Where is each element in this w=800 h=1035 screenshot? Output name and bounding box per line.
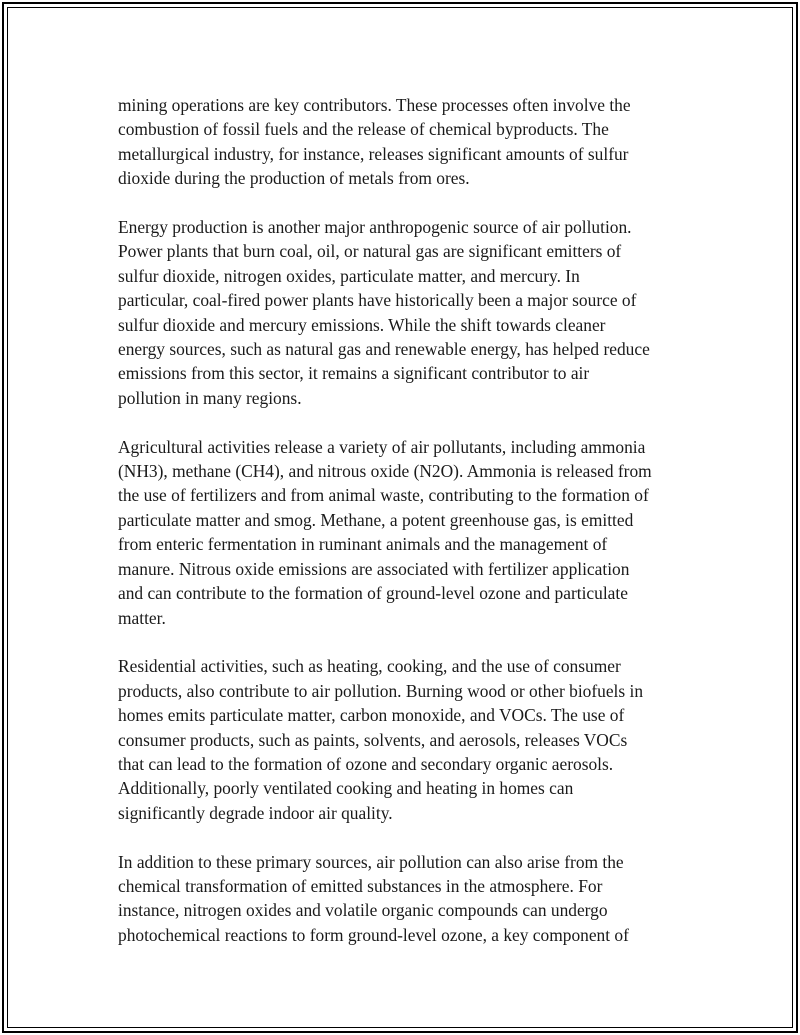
text-line: photochemical reactions to form ground-level ozone, a key component of — [118, 924, 629, 945]
paragraph-agricultural — [118, 435, 698, 630]
text-line: particular, coal-fired power plants have historically been a major source of — [118, 290, 637, 311]
text-line: dioxide during the production of metals from ores. — [118, 168, 470, 189]
text-line: significantly degrade indoor air quality. — [118, 802, 393, 823]
text-line: products, also contribute to air pollution. Burning wood or other biofuels in — [118, 680, 644, 701]
text-line: Energy production is another major anthropogenic source of air pollution. — [118, 217, 632, 238]
text-line: consumer products, such as paints, solvents, and aerosols, releases VOCs — [118, 729, 628, 750]
text-line: sulfur dioxide and mercury emissions. While the shift towards cleaner — [118, 314, 606, 335]
text-line: (NH3), methane (CH4), and nitrous oxide (N2O). Ammonia is released from — [118, 461, 652, 482]
text-line: matter. — [118, 607, 166, 628]
text-line: chemical transformation of emitted substances in the atmosphere. For — [118, 875, 603, 896]
paragraph-residential — [118, 654, 698, 825]
text-line: emissions from this sector, it remains a significant contributor to air — [118, 363, 590, 384]
text-line: instance, nitrogen oxides and volatile organic compounds can undergo — [118, 900, 608, 921]
text-line: pollution in many regions. — [118, 387, 302, 408]
text-line: and can contribute to the formation of ground-level ozone and particulate — [118, 583, 628, 604]
paragraph-secondary-sources — [118, 850, 698, 948]
text-line: Power plants that burn coal, oil, or natural gas are significant emitters of — [118, 241, 622, 262]
text-line: the use of fertilizers and from animal waste, contributing to the formation of — [118, 485, 649, 506]
text-line: sulfur dioxide, nitrogen oxides, particulate matter, and mercury. In — [118, 265, 580, 286]
text-line: mining operations are key contributors. These processes often involve the — [118, 95, 631, 115]
text-line: Residential activities, such as heating, cooking, and the use of consumer — [118, 656, 621, 677]
document-body — [118, 93, 698, 972]
text-line: Additionally, poorly ventilated cooking and heating in homes can — [118, 778, 574, 799]
text-line: manure. Nitrous oxide emissions are associated with fertilizer application — [118, 558, 630, 579]
paragraph-energy-production — [118, 215, 698, 410]
text-line: that can lead to the formation of ozone and secondary organic aerosols. — [118, 753, 614, 774]
text-line: homes emits particulate matter, carbon monoxide, and VOCs. The use of — [118, 705, 625, 726]
text-line: energy sources, such as natural gas and renewable energy, has helped reduce — [118, 339, 650, 360]
text-line: Agricultural activities release a variety of air pollutants, including ammonia — [118, 436, 646, 457]
text-line: In addition to these primary sources, air pollution can also arise from the — [118, 851, 624, 872]
text-line: from enteric fermentation in ruminant animals and the management of — [118, 534, 608, 555]
text-line: combustion of fossil fuels and the release of chemical byproducts. The — [118, 119, 609, 140]
paragraph-mining — [118, 93, 698, 191]
text-line: particulate matter and smog. Methane, a potent greenhouse gas, is emitted — [118, 509, 634, 530]
text-line: metallurgical industry, for instance, releases significant amounts of sulfur — [118, 143, 629, 164]
